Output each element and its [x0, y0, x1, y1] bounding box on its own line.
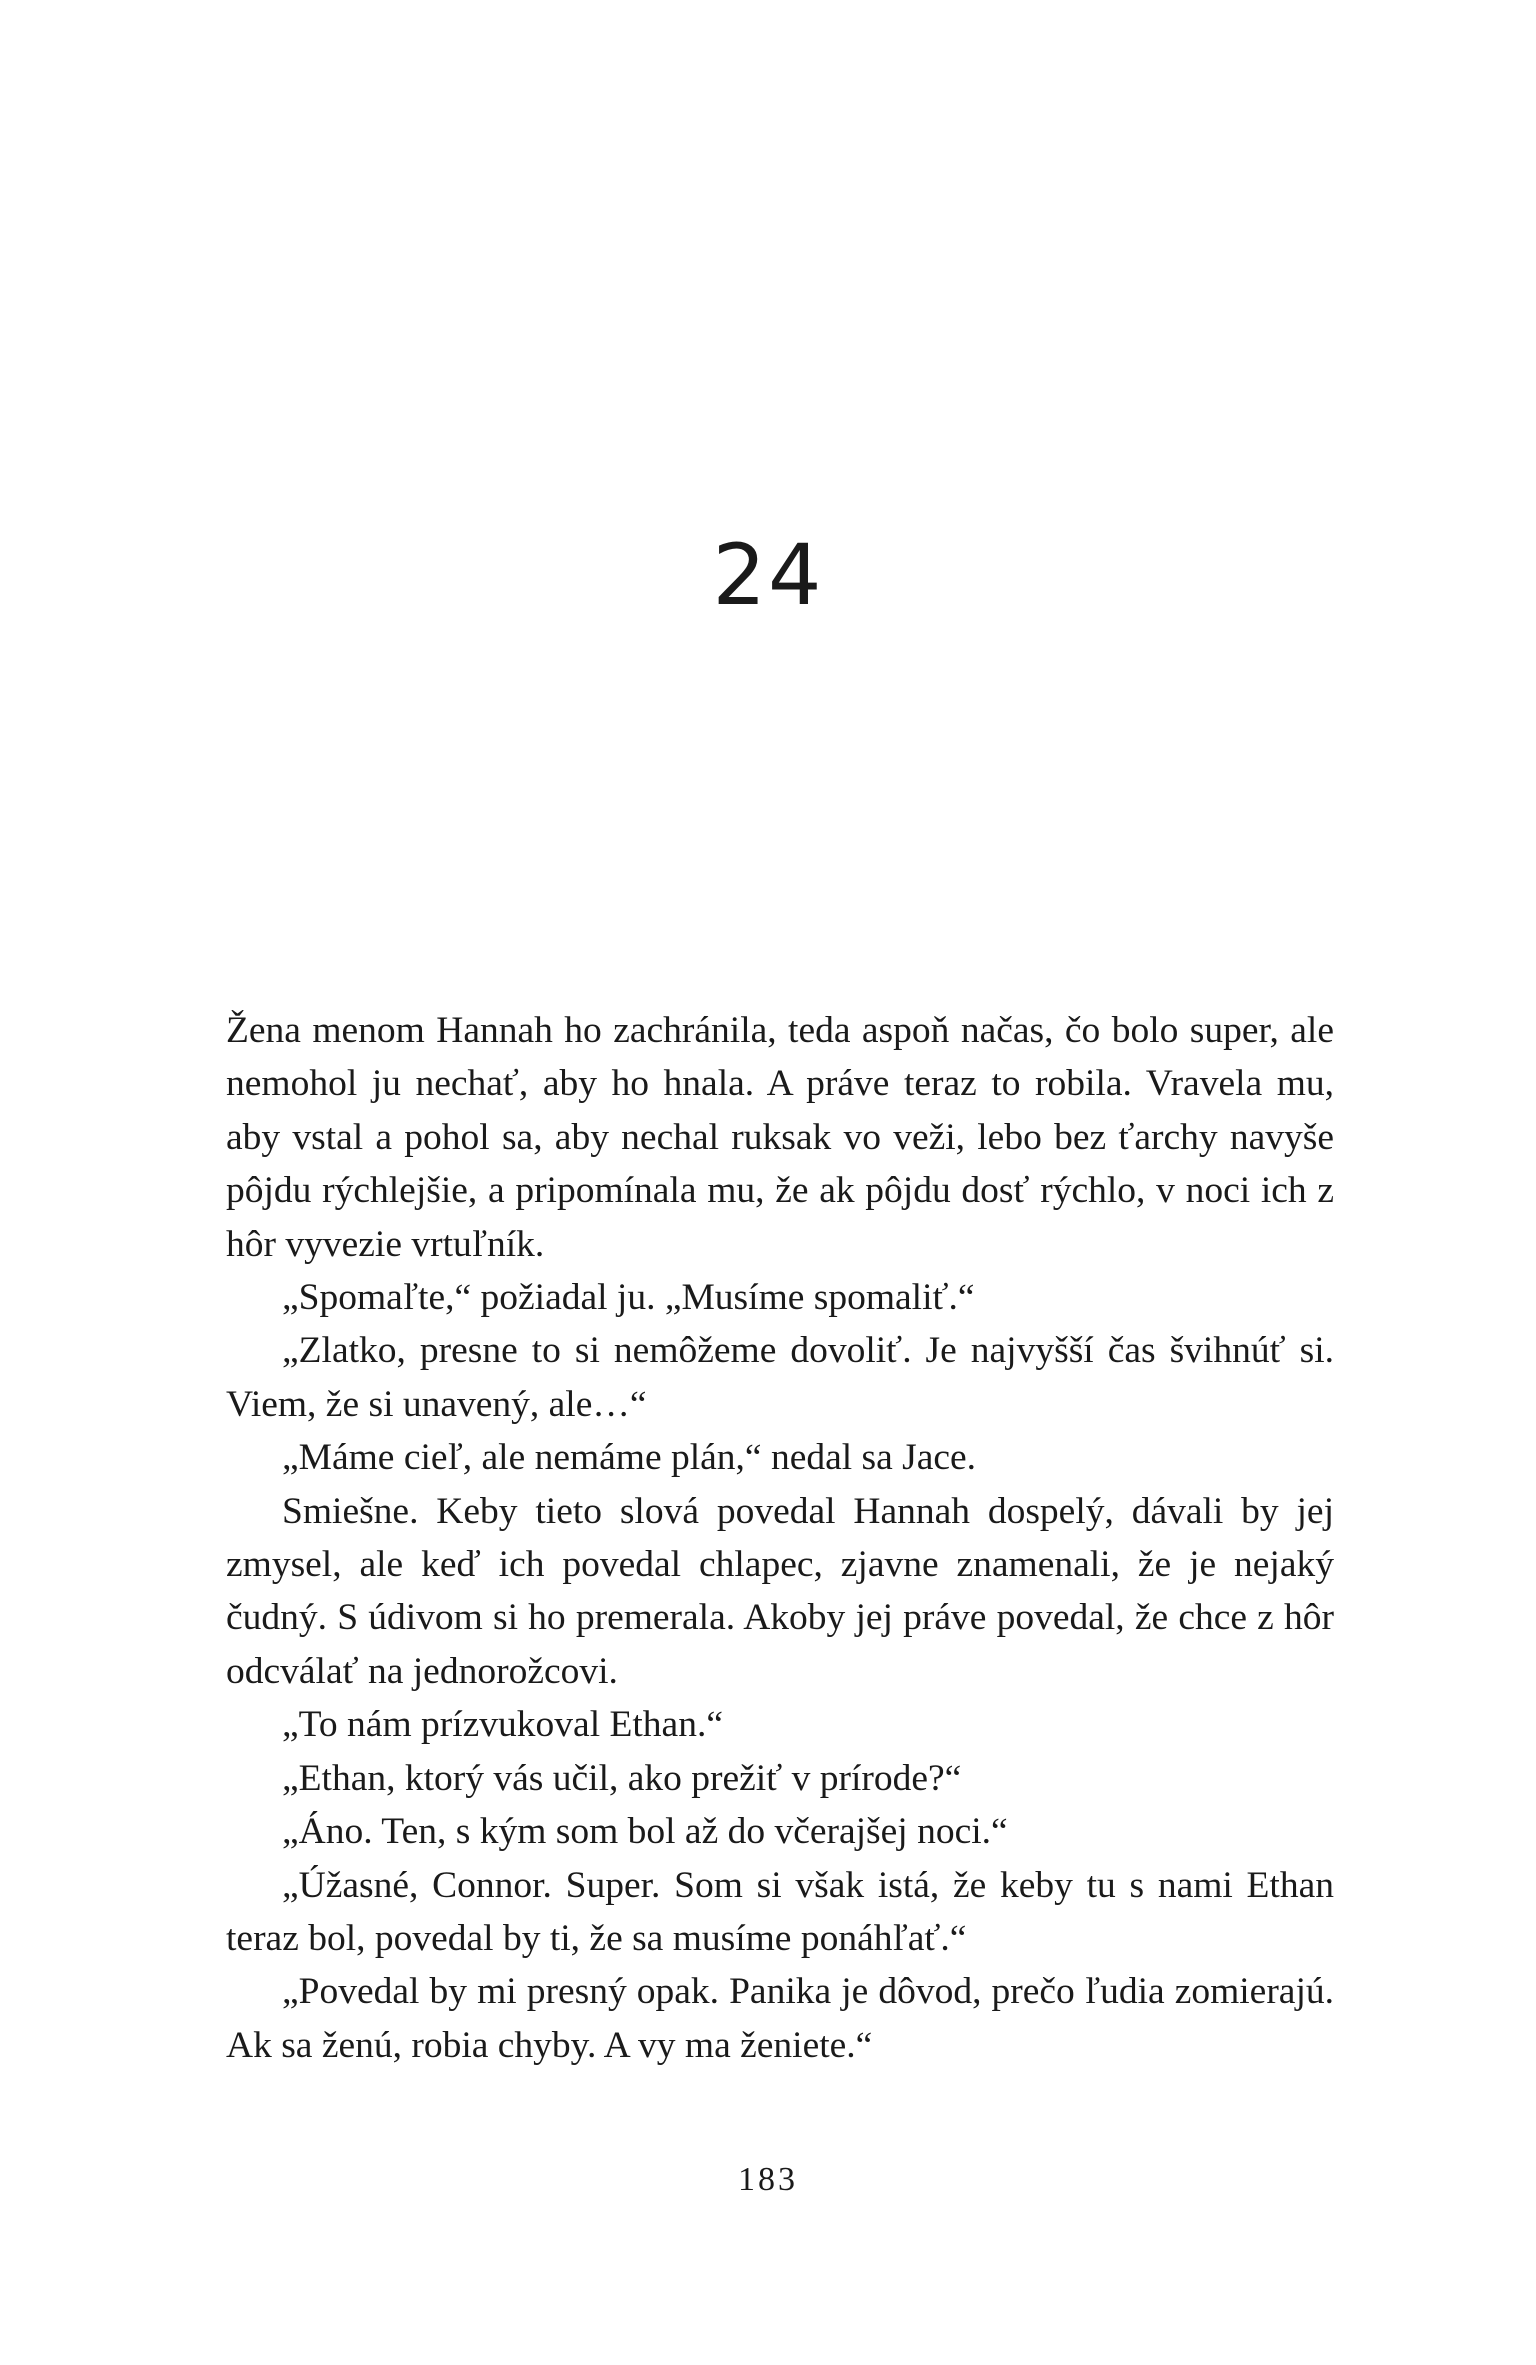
- paragraph: „Spomaľte,“ požiadal ju. „Musíme spomaliť.“: [282, 1277, 975, 1319]
- paragraph: „To nám prízvukoval Ethan.“: [282, 1704, 723, 1746]
- paragraph: „Máme cieľ, ale nemáme plán,“ nedal sa Jace.: [282, 1437, 977, 1479]
- paragraph: „Ethan, ktorý vás učil, ako prežiť v prírode?“: [282, 1757, 962, 1799]
- chapter-number: 24: [712, 526, 824, 624]
- paragraph: Smiešne. Keby tieto slová povedal Hannah dospelý, dávali by jej zmysel, ale keď ich povedal chlapec, zjavne znamenali, že je nejaký čudný. S údivom si ho premerala. Akoby jej práve povedal, že chce z hôr odcválať na jednorožcovi.: [226, 1490, 1334, 1692]
- paragraph: „Úžasné, Connor. Super. Som si však istá, že keby tu s nami Ethan teraz bol, povedal by ti, že sa musíme ponáhľať.“: [226, 1864, 1334, 1959]
- paragraph: „Zlatko, presne to si nemôžeme dovoliť. Je najvyšší čas švihnúť si. Viem, že si unavený, ale…“: [226, 1330, 1334, 1425]
- paragraph: „Áno. Ten, s kým som bol až do včerajšej noci.“: [282, 1811, 1008, 1853]
- paragraph: „Povedal by mi presný opak. Panika je dôvod, prečo ľudia zomierajú. Ak sa ženú, robia chyby. A vy ma ženiete.“: [226, 1971, 1334, 2066]
- paragraph: Žena menom Hannah ho zachránila, teda aspoň načas, čo bolo super, ale nemohol ju nechať, aby ho hnala. A práve teraz to robila. Vravela mu, aby vstal a pohol sa, aby nechal ruksak vo veži, lebo bez ťarchy navyše pôjdu rýchlejšie, a pripomínala mu, že ak pôjdu dosť rýchlo, v noci ich z hôr vyvezie vrtuľník.: [226, 1010, 1334, 1265]
- chapter-body: [226, 1004, 1334, 2072]
- page-number: 183: [738, 2161, 798, 2198]
